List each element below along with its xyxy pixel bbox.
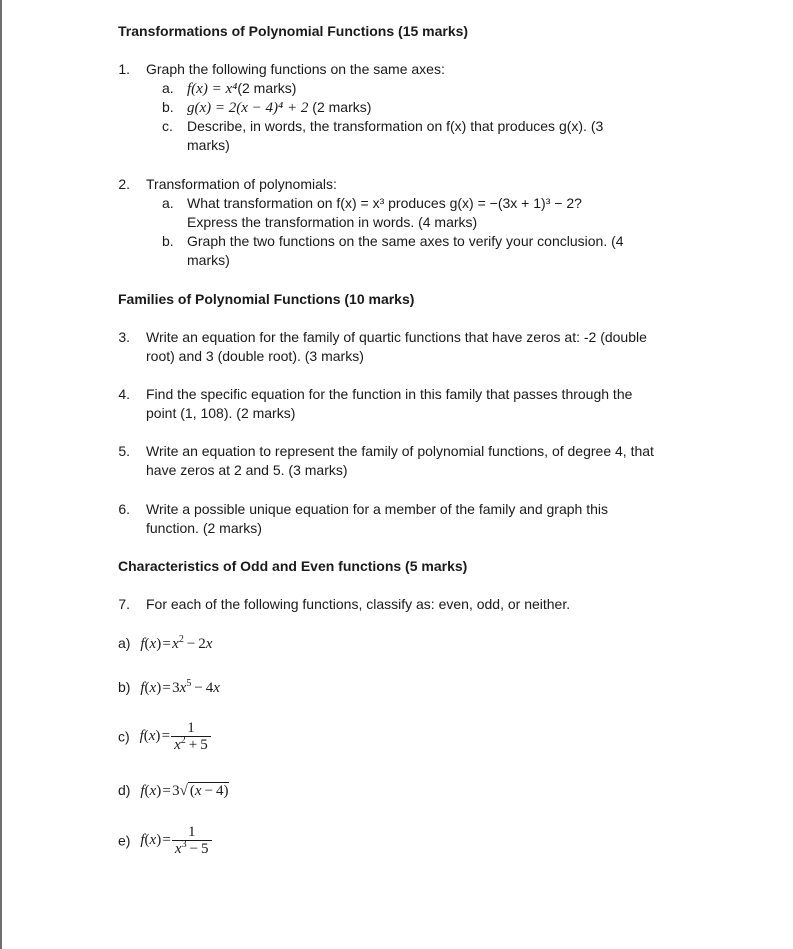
question-2-text: Transformation of polynomials: xyxy=(146,176,337,192)
question-7-text: For each of the following functions, classify as: even, odd, or neither. xyxy=(146,596,571,612)
question-3 xyxy=(110,328,730,368)
question-2-number: 2. xyxy=(118,176,130,192)
question-3-line1: Write an equation for the family of quartic functions that have zeros at: -2 (double xyxy=(146,329,647,345)
question-6-line2: function. (2 marks) xyxy=(146,520,262,536)
question-1b-marks: (2 marks) xyxy=(312,99,372,115)
section-heading-odd-even: Characteristics of Odd and Even functions (5 marks) xyxy=(118,558,468,574)
question-3-line2: root) and 3 (double root). (3 marks) xyxy=(146,348,364,364)
q7-item-e xyxy=(118,824,212,857)
question-1a xyxy=(187,79,296,99)
question-2a-line2: Express the transformation in words. (4 marks) xyxy=(187,214,478,230)
question-1a-marks: (2 marks) xyxy=(237,80,297,96)
q7-item-d-label: d) xyxy=(118,782,131,798)
q7-item-e-fraction: $\frac{1}{x^3 - 5}$ xyxy=(172,824,212,857)
q7-item-d xyxy=(118,781,229,801)
question-1a-math: f(x) = x⁴ xyxy=(187,81,238,97)
question-1a-label: a. xyxy=(162,80,174,96)
question-4 xyxy=(110,385,730,425)
q7-item-c-label: c) xyxy=(118,728,130,745)
question-1-text: Graph the following functions on the same axes: xyxy=(146,61,445,77)
question-5-line2: have zeros at 2 and 5. (3 marks) xyxy=(146,462,348,478)
section-heading-transformations: Transformations of Polynomial Functions (15 marks) xyxy=(118,23,469,39)
question-5-number: 5. xyxy=(118,443,130,459)
q7-item-b-label: b) xyxy=(118,679,131,695)
question-1b-label: b. xyxy=(162,99,174,115)
question-4-line2: point (1, 108). (2 marks) xyxy=(146,405,296,421)
question-1 xyxy=(110,60,730,160)
section-heading-families: Families of Polynomial Functions (10 marks) xyxy=(118,291,415,307)
question-2b-line1: Graph the two functions on the same axes to verify your conclusion. (4 xyxy=(187,233,624,249)
question-1b-math: g(x) = 2(x − 4)⁴ + 2 xyxy=(187,100,309,116)
question-7 xyxy=(110,595,730,615)
q7-item-e-expr: f(x) = xyxy=(140,832,171,848)
question-1-number: 1. xyxy=(118,61,130,77)
question-5 xyxy=(110,442,730,482)
question-7-number: 7. xyxy=(118,596,130,612)
question-3-number: 3. xyxy=(118,329,130,345)
question-2b-label: b. xyxy=(162,233,174,249)
q7-item-e-label: e) xyxy=(118,832,131,849)
question-2a-label: a. xyxy=(162,195,174,211)
q7-item-a-label: a) xyxy=(118,635,131,651)
q7-item-a-expr: f(x) = $x^2 - 2x$ xyxy=(140,634,213,652)
q7-item-c-expr: f(x) = xyxy=(139,728,171,744)
q7-item-b xyxy=(118,678,220,698)
question-4-line1: Find the specific equation for the function in this family that passes through the xyxy=(146,386,633,402)
question-2b-line2: marks) xyxy=(187,252,230,268)
q7-item-c xyxy=(118,720,211,753)
page-edge xyxy=(0,0,2,949)
q7-item-a xyxy=(118,634,212,654)
question-4-number: 4. xyxy=(118,386,130,402)
q7-item-d-expr: f(x) = 3√ (x − 4) xyxy=(140,783,229,799)
question-6-line1: Write a possible unique equation for a member of the family and graph this xyxy=(146,501,608,517)
q7-item-c-fraction: $\frac{1}{x^2 + 5}$ xyxy=(171,720,211,753)
question-1c-label: c. xyxy=(162,118,173,134)
question-1c-line1: Describe, in words, the transformation on f(x) that produces g(x). (3 xyxy=(187,118,604,134)
question-5-line1: Write an equation to represent the family of polynomial functions, of degree 4, that xyxy=(146,443,654,459)
question-6 xyxy=(110,500,730,540)
question-2a-line1: What transformation on f(x) = x³ produces g(x) = −(3x + 1)³ − 2? xyxy=(187,195,582,211)
question-1c-line2: marks) xyxy=(187,137,230,153)
question-2 xyxy=(110,175,730,275)
q7-item-b-expr: f(x) = $3x^5 - 4x$ xyxy=(140,678,220,696)
question-6-number: 6. xyxy=(118,501,130,517)
question-1b xyxy=(187,98,371,118)
